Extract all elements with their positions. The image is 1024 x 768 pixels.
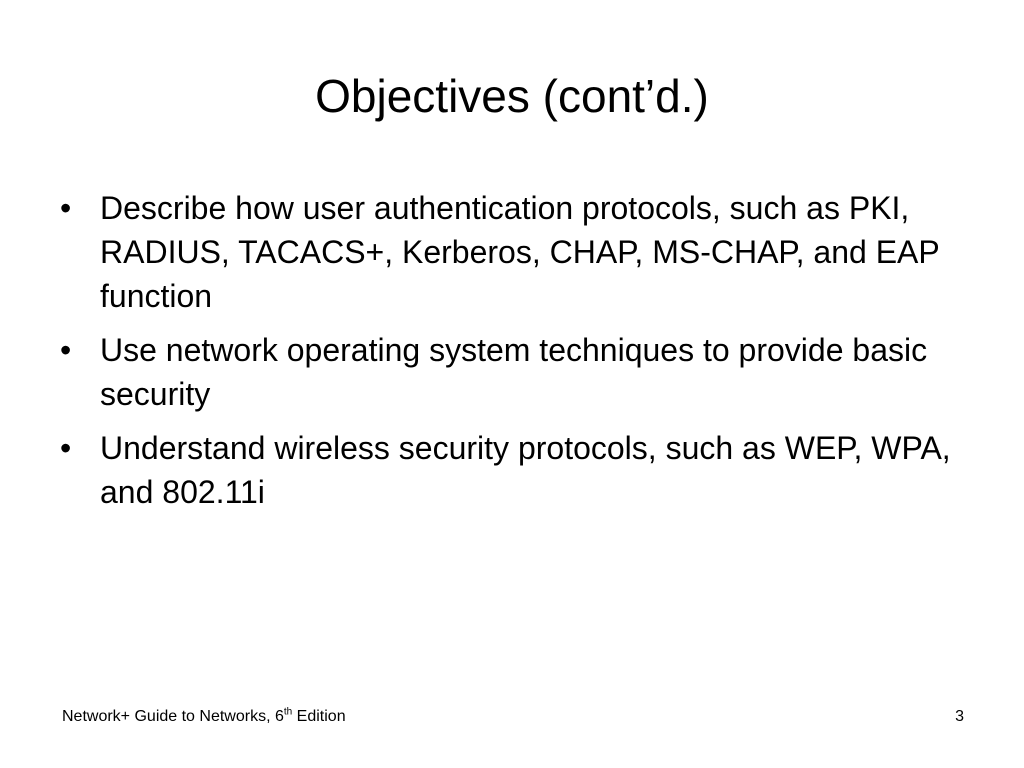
bullet-text: Describe how user authentication protocols, such as PKI, RADIUS, TACACS+, Kerberos, CHAP, MS-CHAP, and EAP function (100, 190, 940, 314)
page-number: 3 (955, 708, 964, 725)
objectives-list (60, 186, 970, 524)
footer-book-suffix: Edition (292, 708, 346, 725)
footer-book-title (62, 707, 346, 727)
list-item (60, 328, 970, 416)
list-item (60, 426, 970, 514)
footer-book-prefix: Network+ Guide to Networks, 6 (62, 708, 284, 725)
list-item (60, 186, 970, 318)
slide-title: Objectives (cont’d.) (315, 70, 709, 122)
bullet-text: Understand wireless security protocols, such as WEP, WPA, and 802.11i (100, 430, 951, 510)
bullet-icon: • (60, 430, 72, 466)
bullet-icon: • (60, 332, 72, 368)
bullet-icon: • (60, 190, 72, 226)
bullet-text: Use network operating system techniques to provide basic security (100, 332, 928, 412)
footer-book-superscript: th (283, 706, 293, 718)
